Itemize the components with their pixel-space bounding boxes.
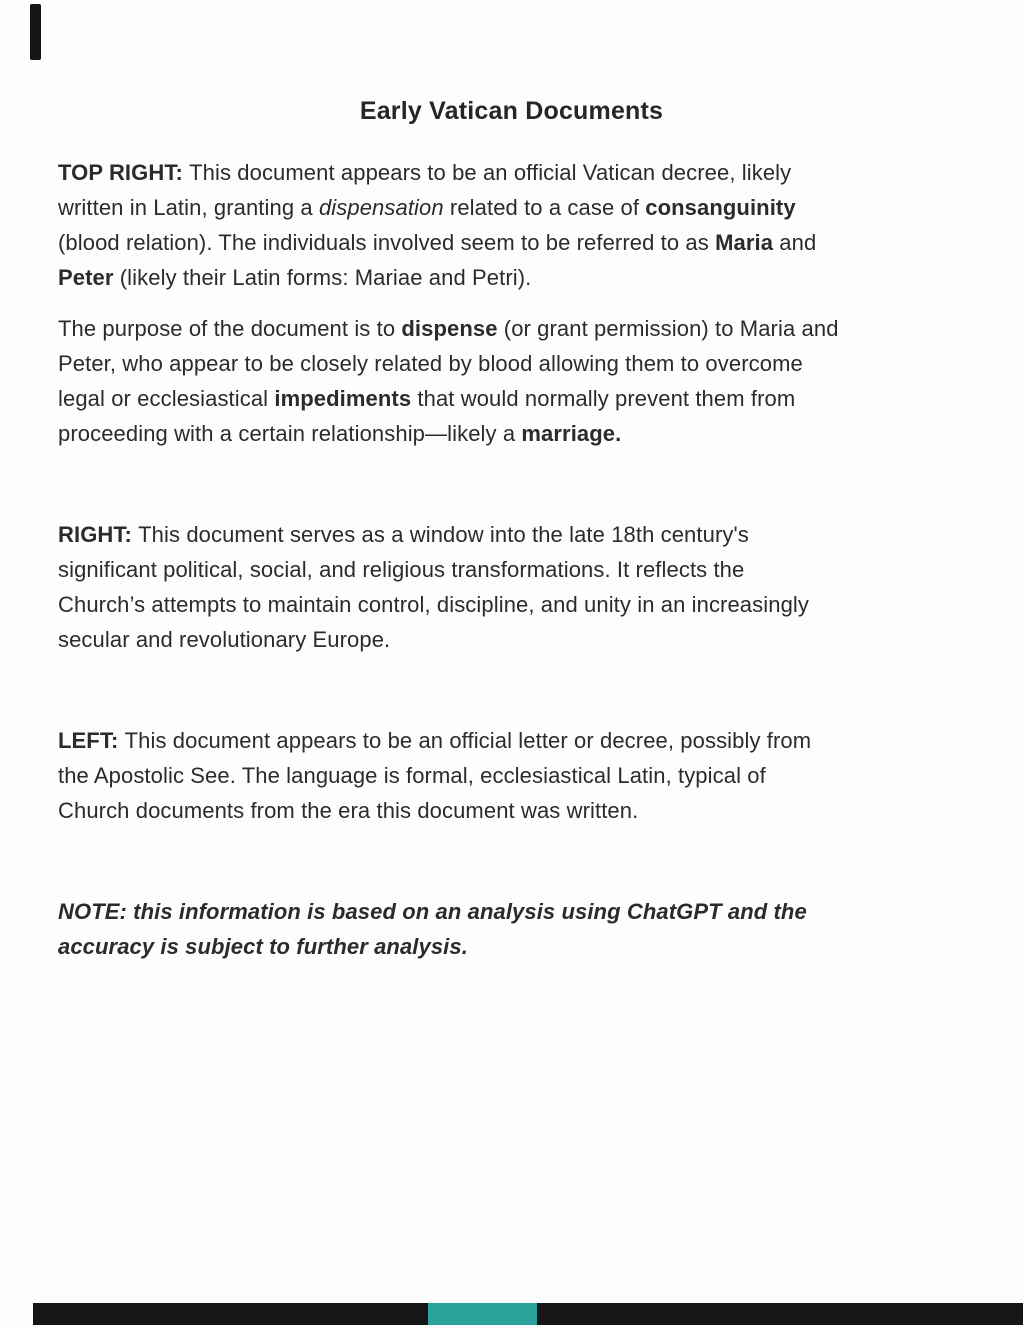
text-segment: impediments [274,386,412,411]
text-segment: Peter [58,265,114,290]
text-segment: NOTE: this information is based on an analysis using ChatGPT and the [58,899,807,924]
text-line [58,894,965,929]
text-line [58,758,965,793]
text-segment: This document serves as a window into the late 18th century's [138,522,749,547]
text-line [58,587,965,622]
text-segment: secular and revolutionary Europe. [58,627,391,652]
text-segment: Church’s attempts to maintain control, discipline, and unity in an increasingly [58,592,809,617]
text-segment: Peter, who appear to be closely related by blood allowing them to overcome [58,351,803,376]
text-line [58,346,965,381]
text-segment: dispensation [318,195,444,220]
text-segment: related to a case of [443,195,646,220]
text-segment: the Apostolic See. The language is formal, ecclesiastical Latin, typical of [58,763,766,788]
paragraph-purpose [58,311,965,451]
text-line [58,260,965,295]
text-line [58,929,965,964]
text-segment: consanguinity [645,195,796,220]
text-segment: (blood relation). The individuals involved seem to be referred to as [58,230,716,255]
text-segment: Church documents from the era this document was written. [58,798,639,823]
text-line [58,552,965,587]
text-segment: The purpose of the document is to [58,316,402,341]
text-line [58,311,965,346]
text-line [58,225,965,260]
text-line [58,381,965,416]
text-segment: TOP RIGHT: [58,160,190,185]
text-segment: dispense [401,316,498,341]
page-title: Early Vatican Documents [359,97,664,125]
text-segment: that would normally prevent them from [411,386,796,411]
paragraph-top-right [58,155,965,295]
text-segment: and [773,230,817,255]
text-segment: written in Latin, granting a [58,195,319,220]
text-segment: accuracy is subject to further analysis. [58,934,468,959]
text-segment: (likely their Latin forms: Mariae and Petri). [113,265,532,290]
text-line [58,416,965,451]
text-segment: Maria [715,230,774,255]
scan-artifact-teal-segment [428,1303,537,1325]
paragraph-note [58,894,965,964]
text-line [58,155,965,190]
text-line [58,190,965,225]
text-line [58,517,965,552]
text-line [58,622,965,657]
text-segment: RIGHT: [58,522,139,547]
paragraph-right [58,517,965,657]
scan-artifact-bottom-bar [33,1303,1023,1325]
document-body [58,155,965,964]
text-line [58,723,965,758]
text-segment: (or grant permission) to Maria and [497,316,839,341]
text-segment: This document appears to be an official Vatican decree, likely [189,160,792,185]
text-segment: significant political, social, and religious transformations. It reflects the [58,557,745,582]
text-segment: This document appears to be an official letter or decree, possibly from [124,728,812,753]
text-line [58,793,965,828]
text-segment: marriage. [521,421,622,446]
text-segment: LEFT: [58,728,125,753]
text-segment: legal or ecclesiastical [58,386,275,411]
text-segment: proceeding with a certain relationship—likely a [58,421,522,446]
paragraph-left [58,723,965,828]
